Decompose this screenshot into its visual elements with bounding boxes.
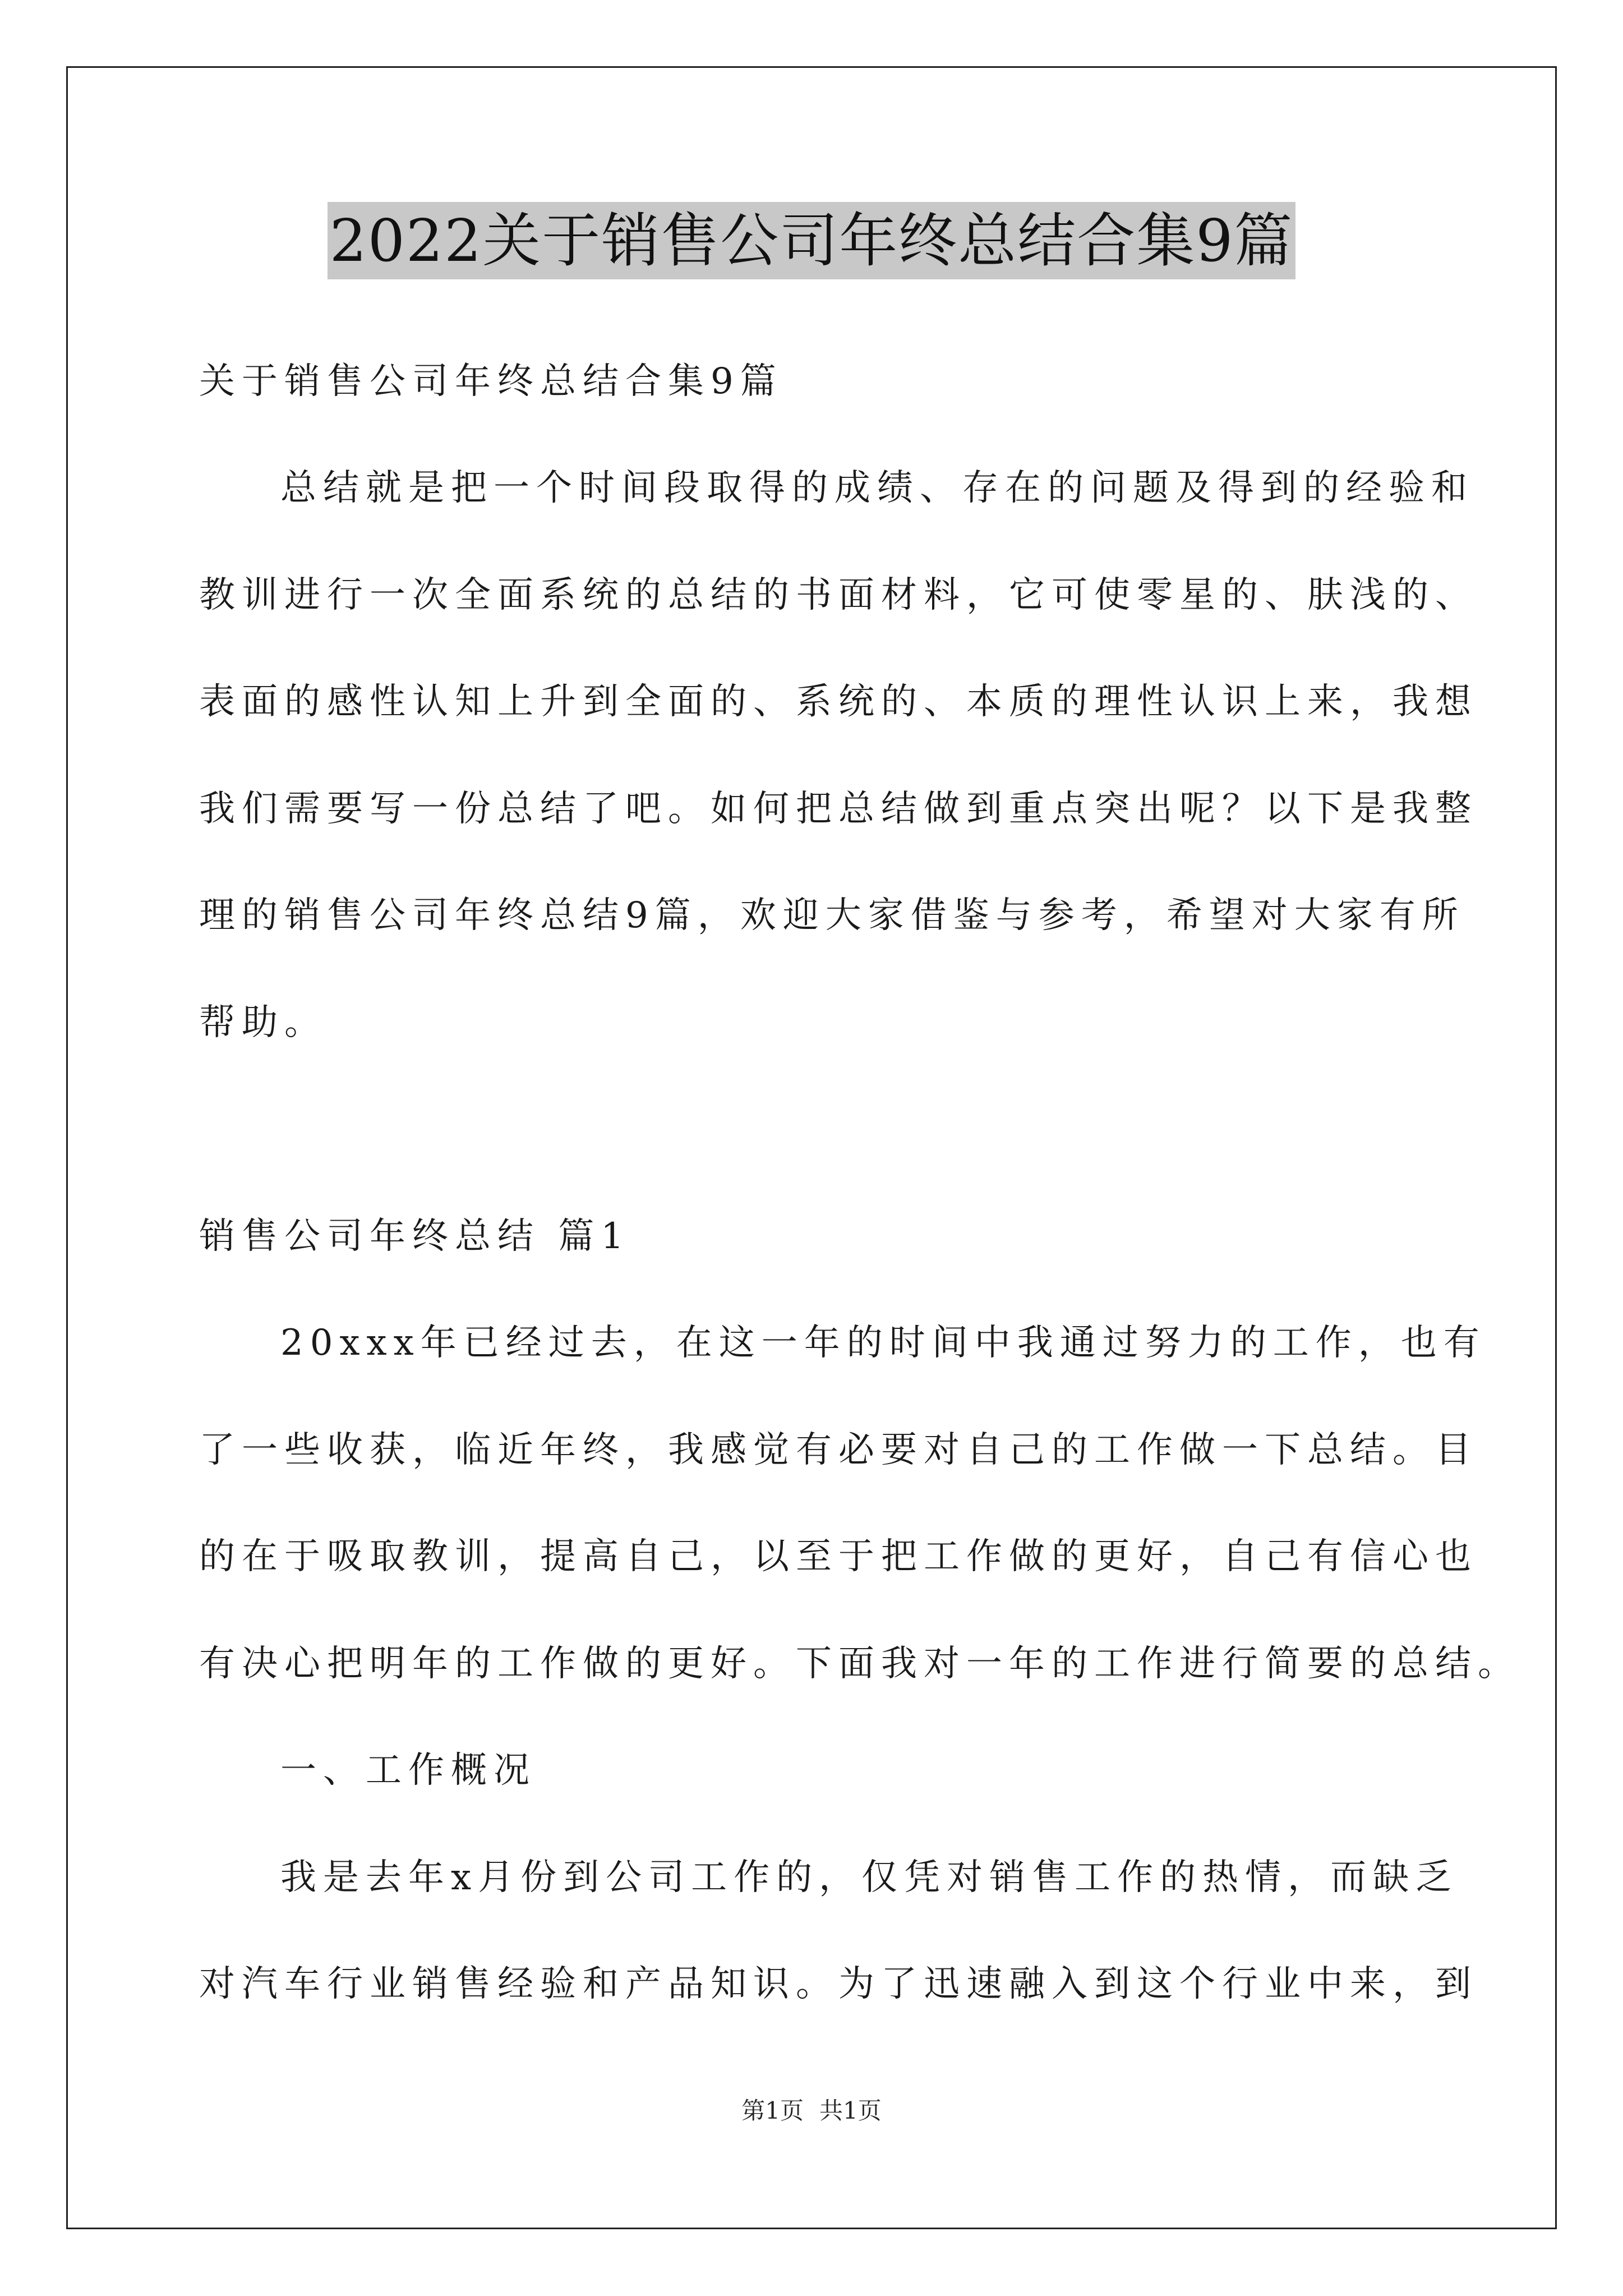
page-total: 共1页 xyxy=(819,2097,882,2124)
intro-line: 我们需要写一份总结了吧。如何把总结做到重点突出呢？以下是我整 xyxy=(199,788,1478,830)
intro-line: 帮助。 xyxy=(199,1002,327,1043)
page-number: 第1页 xyxy=(741,2097,804,2124)
intro-line: 总结就是把一个时间段取得的成绩、存在的问题及得到的经验和 xyxy=(280,467,1474,509)
intro-line: 理的销售公司年终总结9篇，欢迎大家借鉴与参考，希望对大家有所 xyxy=(199,895,1465,936)
intro-line: 教训进行一次全面系统的总结的书面材料，它可使零星的、肤浅的、 xyxy=(199,574,1478,616)
paragraph-line: 我是去年x月份到公司工作的，仅凭对销售工作的热情，而缺乏 xyxy=(280,1857,1459,1898)
paragraph-line: 对汽车行业销售经验和产品知识。为了迅速融入到这个行业中来，到 xyxy=(199,1963,1478,2005)
document-title: 2022关于销售公司年终总结合集9篇 xyxy=(328,202,1296,279)
paragraph-line: 20xxx年已经过去，在这一年的时间中我通过努力的工作，也有 xyxy=(280,1322,1486,1364)
document-subtitle: 关于销售公司年终总结合集9篇 xyxy=(199,361,783,402)
intro-line: 表面的感性认知上升到全面的、系统的、本质的理性认识上来，我想 xyxy=(199,681,1478,723)
paragraph-line: 了一些收获，临近年终，我感觉有必要对自己的工作做一下总结。目 xyxy=(199,1429,1478,1471)
section-heading: 销售公司年终总结 篇1 xyxy=(199,1216,631,1257)
paragraph-line: 有决心把明年的工作做的更好。下面我对一年的工作进行简要的总结。 xyxy=(199,1643,1520,1685)
page-footer xyxy=(0,2095,1623,2127)
paragraph-line: 的在于吸取教训，提高自己，以至于把工作做的更好，自己有信心也 xyxy=(199,1536,1478,1577)
subsection-heading: 一、工作概况 xyxy=(280,1750,536,1791)
title-container xyxy=(0,202,1623,279)
